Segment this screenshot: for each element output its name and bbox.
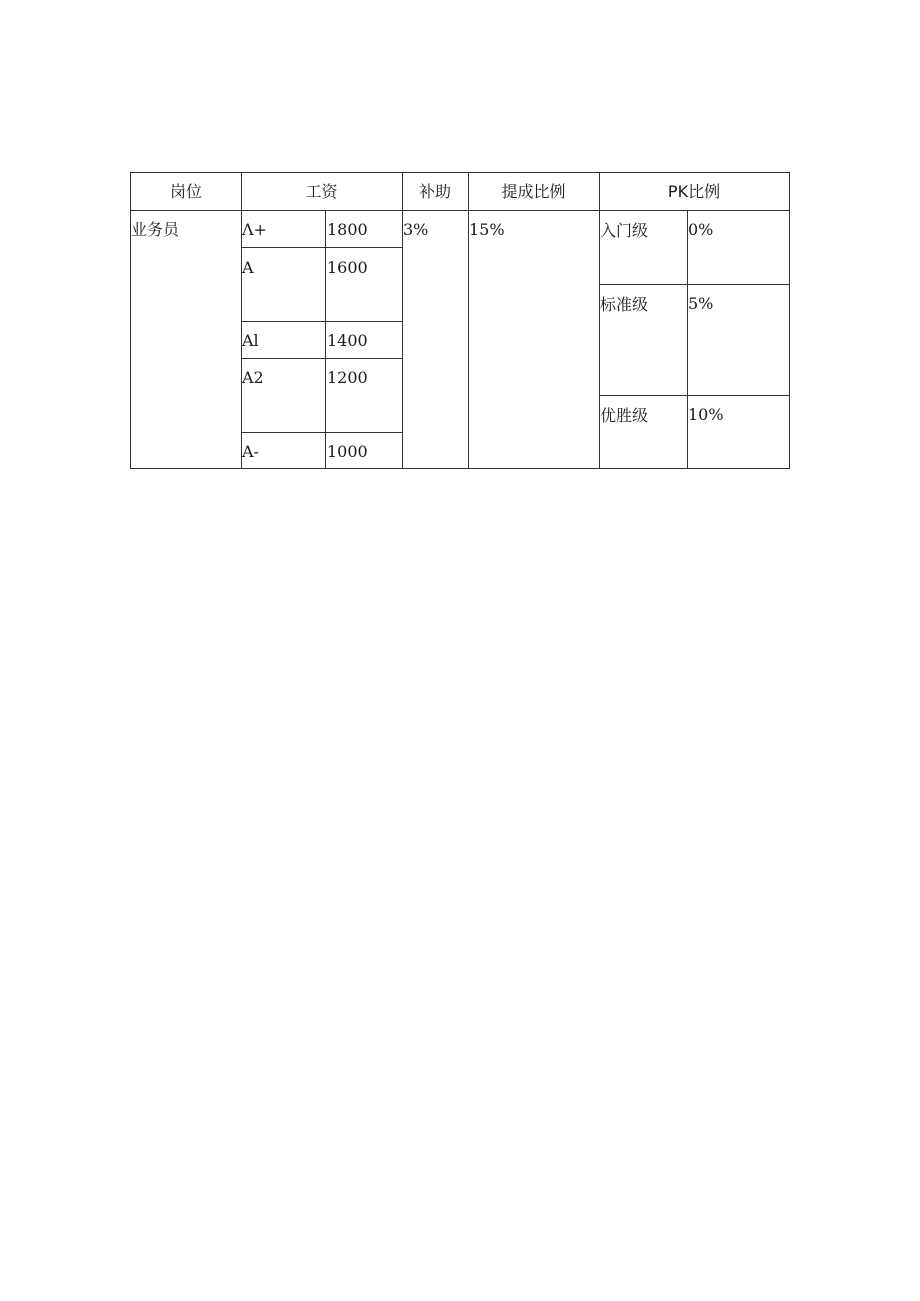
- allowance-value: 3%: [403, 220, 429, 239]
- pk-level-2: 标准级: [600, 295, 649, 314]
- salary-row-divider-1: [241, 247, 402, 248]
- col-divider-3: [468, 173, 469, 468]
- salary-row-divider-4: [241, 432, 402, 433]
- pk-ratio-3: 10%: [688, 405, 724, 424]
- pk-row-divider-1: [599, 284, 789, 285]
- col-divider-grade: [325, 210, 326, 468]
- pk-level-3: 优胜级: [600, 406, 649, 425]
- role-cell: 业务员: [131, 220, 180, 239]
- salary-table: [130, 172, 790, 469]
- salary-row-divider-2: [241, 321, 402, 322]
- commission-value: 15%: [469, 220, 505, 239]
- salary-row-divider-3: [241, 358, 402, 359]
- pk-level-1: 入门级: [600, 221, 649, 240]
- header-divider: [131, 210, 789, 211]
- salary-grade-4: A2: [242, 368, 264, 387]
- salary-amount-5: 1000: [327, 442, 368, 461]
- salary-grade-5: A-: [242, 442, 259, 461]
- header-pk: PK比例: [667, 182, 721, 201]
- salary-amount-4: 1200: [327, 368, 368, 387]
- header-allowance: 补助: [418, 182, 451, 201]
- salary-amount-1: 1800: [327, 220, 368, 239]
- salary-grade-3: Al: [242, 331, 259, 350]
- salary-amount-3: 1400: [327, 331, 368, 350]
- col-divider-2: [402, 173, 403, 468]
- salary-grade-2: A: [242, 258, 254, 277]
- header-position: 岗位: [169, 182, 202, 201]
- salary-grade-1: Λ+: [242, 220, 267, 239]
- pk-ratio-1: 0%: [688, 220, 714, 239]
- header-commission: 提成比例: [501, 182, 566, 201]
- col-divider-pk: [687, 210, 688, 468]
- pk-ratio-2: 5%: [688, 294, 714, 313]
- header-salary: 工资: [305, 182, 338, 201]
- pk-row-divider-2: [599, 395, 789, 396]
- salary-amount-2: 1600: [327, 258, 368, 277]
